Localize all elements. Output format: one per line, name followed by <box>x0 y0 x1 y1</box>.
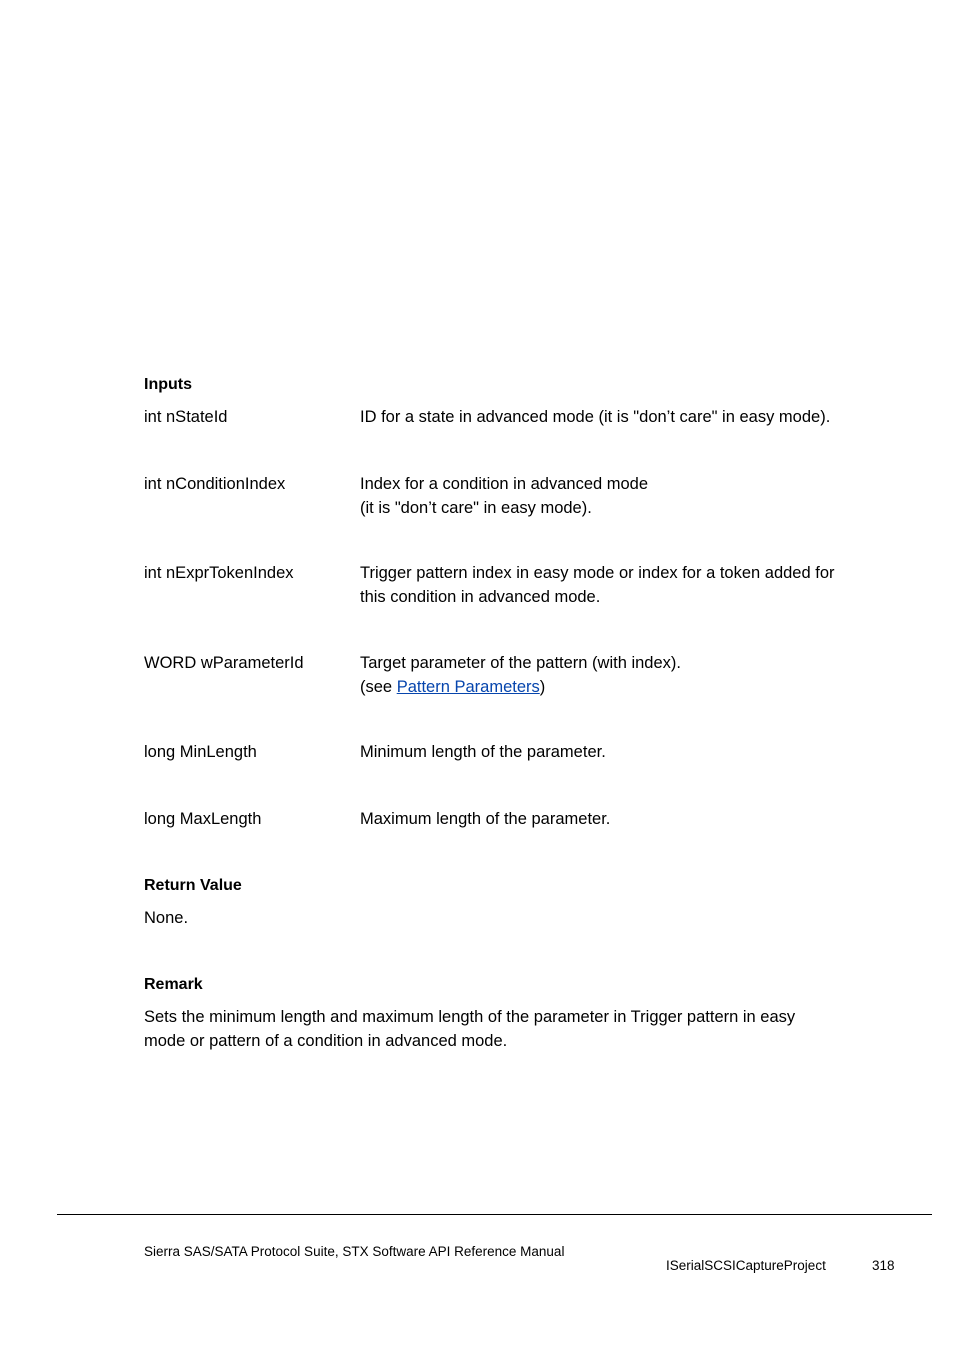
footer-divider <box>57 1214 932 1215</box>
desc-line: ID for a state in advanced mode (it is "don’t care" in easy mode). <box>360 408 831 426</box>
pattern-parameters-link[interactable]: Pattern Parameters <box>396 677 540 696</box>
remark-heading: Remark <box>144 976 203 993</box>
see-suffix: ) <box>539 677 546 696</box>
remark-line: mode or pattern of a condition in advanced mode. <box>144 1031 508 1050</box>
param-name-wparameterid: WORD wParameterId <box>144 654 304 672</box>
param-name-maxlength: long MaxLength <box>144 810 262 828</box>
return-value-text: None. <box>144 909 189 927</box>
footer-page-number: 318 <box>872 1258 895 1273</box>
inputs-heading: Inputs <box>144 376 192 393</box>
footer-manual-title: Sierra SAS/SATA Protocol Suite, STX Software API Reference Manual <box>144 1244 565 1259</box>
param-desc-nstateid <box>360 406 890 430</box>
param-desc-wparameterid <box>360 652 890 699</box>
param-desc-maxlength <box>360 808 890 832</box>
param-name-nstateid: int nStateId <box>144 408 228 426</box>
desc-line: (it is "don’t care" in easy mode). <box>360 498 592 517</box>
return-value-heading: Return Value <box>144 877 242 894</box>
desc-line: Trigger pattern index in easy mode or index for a token added for <box>360 564 835 582</box>
param-desc-nexprtokenindex <box>360 562 890 609</box>
see-line <box>360 676 890 700</box>
remark-line: Sets the minimum length and maximum length of the parameter in Trigger pattern in easy <box>144 1008 796 1026</box>
desc-line: Target parameter of the pattern (with index). <box>360 654 681 672</box>
desc-line: this condition in advanced mode. <box>360 587 601 606</box>
desc-line: Minimum length of the parameter. <box>360 743 606 761</box>
param-desc-minlength <box>360 741 890 765</box>
desc-line: Maximum length of the parameter. <box>360 810 611 828</box>
desc-line: Index for a condition in advanced mode <box>360 475 649 493</box>
param-name-nexprtokenindex: int nExprTokenIndex <box>144 564 294 582</box>
remark-text <box>144 1006 864 1053</box>
param-name-nconditionindex: int nConditionIndex <box>144 475 286 493</box>
param-desc-nconditionindex <box>360 473 890 520</box>
see-prefix: (see <box>360 677 397 696</box>
footer-section-name: ISerialSCSICaptureProject <box>666 1258 826 1273</box>
param-name-minlength: long MinLength <box>144 743 257 761</box>
